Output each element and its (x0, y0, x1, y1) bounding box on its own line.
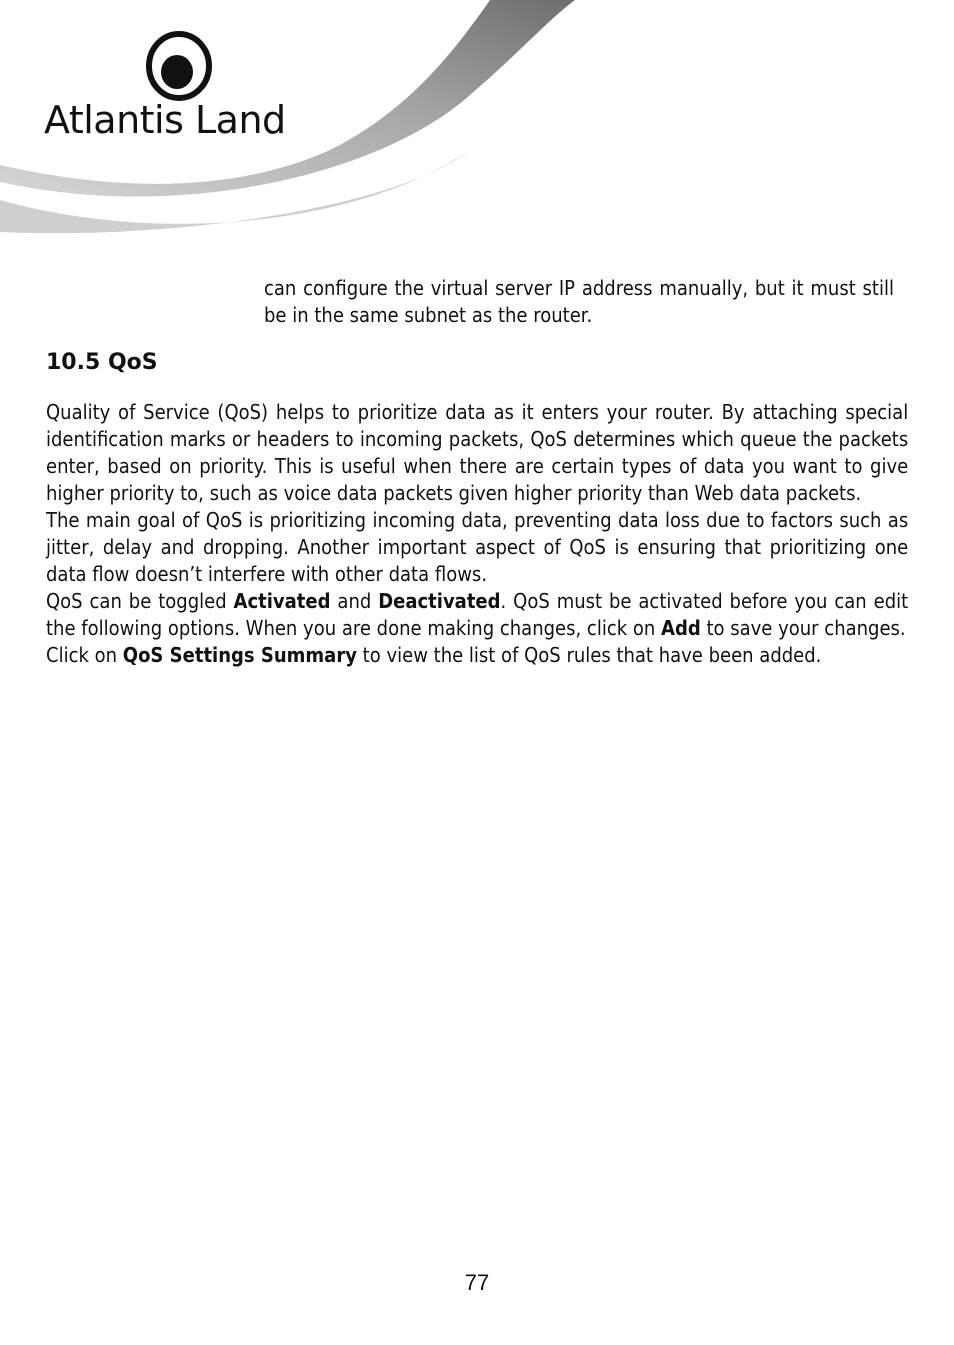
term-qos-settings-summary: QoS Settings Summary (122, 643, 357, 667)
text-run: to save your changes. (700, 616, 906, 640)
term-activated: Activated (233, 589, 331, 613)
term-add: Add (661, 616, 701, 640)
brand-logo-text: Atlantis Land (44, 98, 286, 142)
logo-mark-icon (149, 34, 209, 98)
text-run: and (330, 589, 379, 613)
text-run: Click on (46, 643, 123, 667)
paragraph-qos-goal: The main goal of QoS is prioritizing incoming data, preventing data loss due to factors such as jitter, delay and dropping. Another important aspect of QoS is ensuring that prioritizing one data flow doesn’t interfere with other data flows. (46, 508, 909, 586)
paragraph-qos-toggle (46, 588, 908, 642)
paragraph-qos-summary (46, 642, 908, 669)
text-run: to view the list of QoS rules that have been added. (356, 643, 822, 667)
section-body (46, 399, 908, 669)
page-number: 77 (464, 1270, 490, 1295)
term-deactivated: Deactivated (378, 589, 501, 613)
continued-note (264, 275, 894, 329)
text-run: . QoS must be activated before you can edit the following options. When you are done making changes, click on (46, 589, 909, 640)
note-text: can configure the virtual server IP address manually, but it must still be in the same subnet as the router. (264, 276, 894, 327)
paragraph-qos-intro: Quality of Service (QoS) helps to prioritize data as it enters your router. By attaching special identification marks or headers to incoming packets, QoS determines which queue the packets enter, based on priority. This is useful when there are certain types of data you want to give higher priority to, such as voice data packets given higher priority than Web data packets. (46, 400, 909, 505)
section-heading: 10.5 QoS (46, 350, 158, 375)
text-run: QoS can be toggled (46, 589, 234, 613)
